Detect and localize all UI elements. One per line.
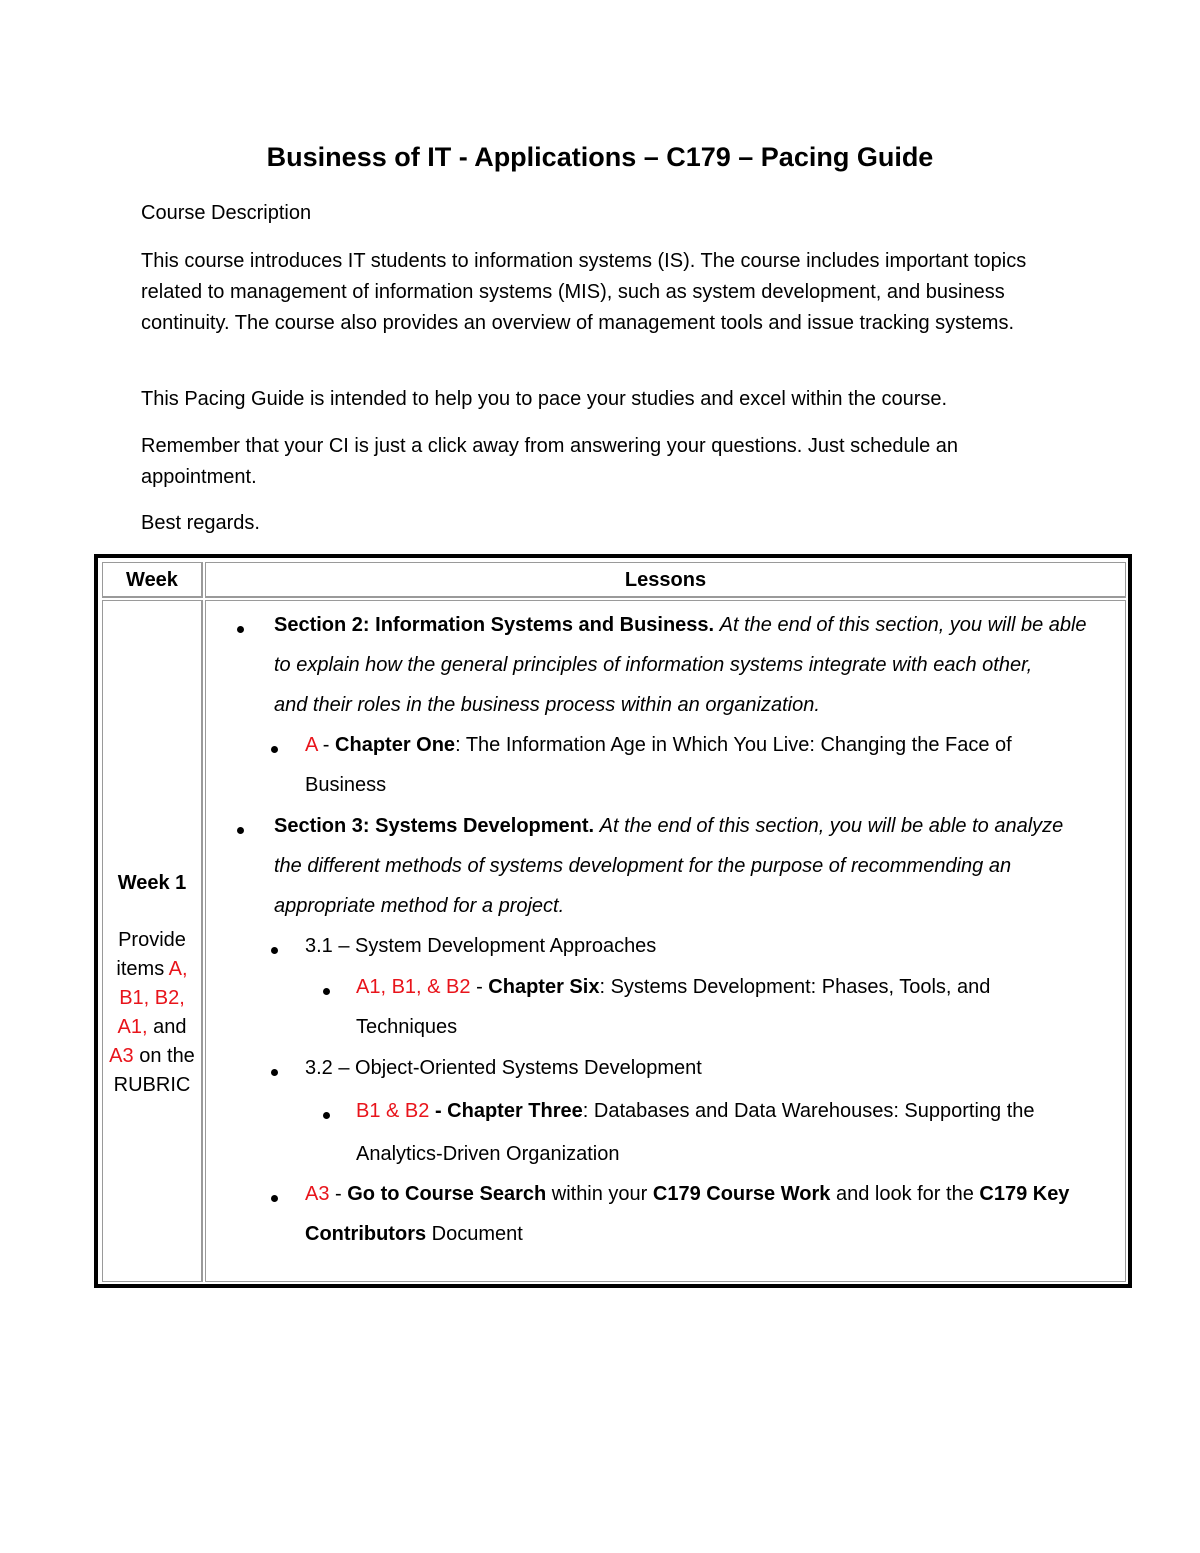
chapter-one-line-2: Business [305,774,387,796]
week-provide: Provide [118,929,186,951]
week-label: Week 1 [117,872,187,894]
chapter-one-line: A - Chapter One: The Information Age in Which You Live: Changing the Face of [305,734,1012,756]
key-contributors-line: A3 - Go to Course Search within your C179 Course Work and look for the C179 Key [305,1183,1070,1205]
rubric-item-a1: A1, [117,1016,148,1038]
intro-paragraph: This course introduces IT students to information systems (IS). The course includes important topics related to management of information systems (MIS), such as system development, and business continuity. The course also provides an overview of management tools and issue tracking systems. [141,250,1027,334]
course-description-heading: Course Description [141,202,312,224]
bullet-dot-icon [271,1069,278,1076]
header-week-label: Week [126,569,178,591]
section-3-desc: appropriate method for a project. [274,895,565,917]
chapter-six-line-2: Techniques [356,1016,458,1038]
lessons-cell [205,600,1126,1282]
week-a1-line: A1, and [117,1016,187,1038]
key-contributors-line-2: Contributors Document [305,1223,523,1245]
header-week-cell [102,562,203,598]
remember-paragraph: Remember that your CI is just a click away from answering your questions. Just schedule an appointment. [141,435,959,488]
regards-text: Best regards. [141,512,260,534]
bullet-dot-icon [271,746,278,753]
subsection-3-1: 3.1 – System Development Approaches [305,935,657,957]
week-cell [102,600,203,1282]
week-items-line: items A, [116,958,188,980]
section-3-title: Section 3: Systems Development. [274,815,595,837]
bullet-dot-icon [323,1112,330,1119]
header-lessons-label: Lessons [624,569,707,591]
chapter-three-line: B1 & B2 - Chapter Three: Databases and Data Warehouses: Supporting the [356,1100,1035,1122]
page-title: Business of IT - Applications – C179 – Pacing Guide [266,142,934,172]
rubric-item-a: A, [168,958,188,980]
section-3-desc: the different methods of systems development for the purpose of recommending an [274,855,1012,877]
week-a3-line: A3 on the [109,1045,195,1067]
rubric-item-a3: A3 [109,1045,134,1067]
bullet-dot-icon [237,827,244,834]
week-info [103,869,201,1100]
rubric-item-b1b2: B1, B2, [119,987,185,1009]
section-2-line: Section 2: Information Systems and Business. At the end of this section, you will be able [274,614,1087,636]
bullet-dot-icon [237,626,244,633]
section-2-title: Section 2: Information Systems and Business. [274,614,715,636]
bullet-dot-icon [271,1195,278,1202]
chapter-six-line: A1, B1, & B2 - Chapter Six: Systems Development: Phases, Tools, and [356,976,991,998]
bullet-dot-icon [323,988,330,995]
section-3-line: Section 3: Systems Development. At the end of this section, you will be able to analyze [274,815,1064,837]
header-lessons-cell [205,562,1126,598]
bullet-dot-icon [271,947,278,954]
pacing-paragraph: This Pacing Guide is intended to help you to pace your studies and excel within the course. [141,388,948,410]
pacing-table [94,554,1132,1288]
section-2-desc: and their roles in the business process within an organization. [274,694,820,716]
section-2-desc: to explain how the general principles of information systems integrate with each other, [274,654,1033,676]
chapter-three-line-2: Analytics-Driven Organization [356,1143,620,1165]
subsection-3-2: 3.2 – Object-Oriented Systems Development [305,1057,702,1079]
week-rubric: RUBRIC [113,1074,191,1096]
